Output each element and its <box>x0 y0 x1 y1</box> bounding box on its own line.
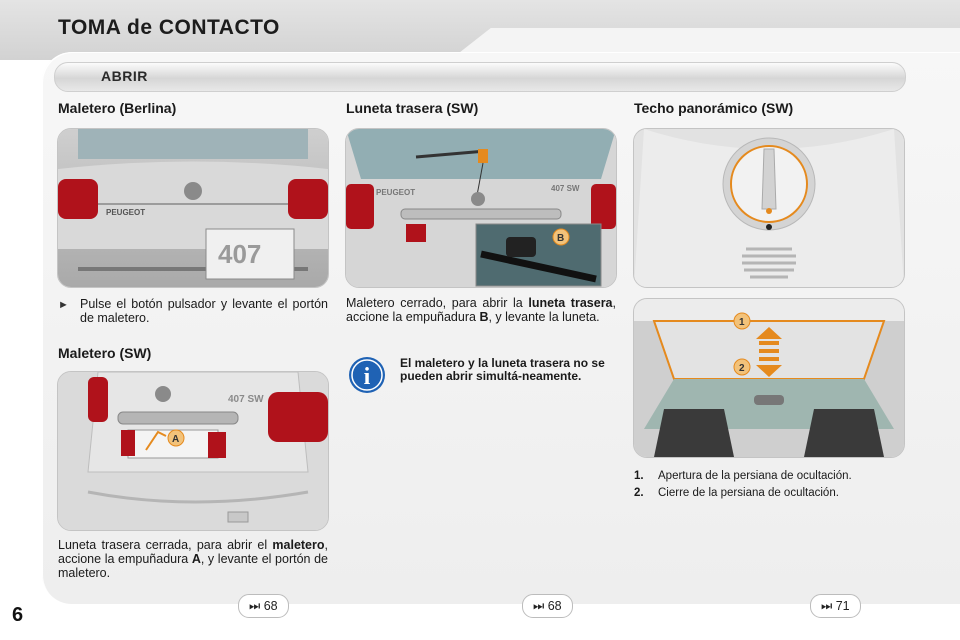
page-title: TOMA de CONTACTO <box>58 16 280 39</box>
seat-left <box>654 409 734 457</box>
sw-tail-light-left <box>88 377 108 422</box>
col2-p1-bold2: B <box>479 310 489 324</box>
seat-right <box>804 409 884 457</box>
page-reference-link[interactable]: ⏭ 68 <box>238 594 289 618</box>
list-item-number: 2. <box>634 487 644 499</box>
rear-window-illustration <box>346 129 616 287</box>
lion-logo-icon <box>184 182 202 200</box>
col1-bullet-text: Pulse el botón pulsador y levante el portón de maletero. <box>80 297 328 325</box>
rear-window-brand-text: PEUGEOT <box>376 188 416 197</box>
list-item <box>634 470 852 482</box>
col2-note: El maletero y la luneta trasera no se pueden abrir simultá-neamente. <box>400 356 605 383</box>
list-item-number: 1. <box>634 470 644 482</box>
bullet-arrow-icon: ► <box>58 299 69 311</box>
col2-p1-bold: luneta trasera <box>528 296 613 310</box>
panoramic-roof-photo <box>633 298 905 458</box>
roof-control-illustration <box>634 129 904 287</box>
col2-paragraph <box>346 296 616 324</box>
col1-p1-text: Luneta trasera cerrada, para abrir el <box>58 538 273 552</box>
model-badge-text: 407 <box>218 239 262 269</box>
list-item-text: Apertura de la persiana de ocultación. <box>658 470 852 482</box>
col1-p1-text-c: , y levante el portón de maletero. <box>58 552 328 580</box>
sw-trunk-photo <box>57 371 329 531</box>
col1-paragraph <box>58 538 328 580</box>
label-2-text: 2 <box>739 363 745 374</box>
info-icon <box>348 356 386 394</box>
col1-subtitle: Maletero (SW) <box>58 345 152 361</box>
label-1-text: 1 <box>739 317 745 328</box>
label-b-text: B <box>557 233 565 244</box>
col1-p1-bold: maletero <box>272 538 325 552</box>
sedan-trunk-illustration <box>58 129 328 287</box>
col2-p1-text-b: , accione la empuñadura <box>346 296 616 324</box>
rear-window-photo <box>345 128 617 288</box>
sw-badge-text: 407 SW <box>228 394 264 405</box>
sedan-brand-text: PEUGEOT <box>106 208 146 217</box>
list-item-text: Cierre de la persiana de ocultación. <box>658 487 839 499</box>
tail-light-left <box>58 179 98 219</box>
panoramic-roof-illustration <box>634 299 904 457</box>
wiper-handle-highlight <box>478 149 488 163</box>
tail-light-right <box>288 179 328 219</box>
banner-label: ABRIR <box>101 68 148 84</box>
col2-title: Luneta trasera (SW) <box>346 100 479 116</box>
col2-p1-text-c: , y levante la luneta. <box>488 310 600 324</box>
label-a-text: A <box>172 434 180 445</box>
col1-p1-bold2: A <box>191 552 201 566</box>
sw-lion-logo-icon <box>155 386 171 402</box>
col1-p1-text-b: , accione la empuñadura <box>58 538 328 566</box>
col3-title: Techo panorámico (SW) <box>634 100 794 116</box>
info-letter: i <box>363 364 371 390</box>
page-reference-link[interactable]: ⏭ 71 <box>810 594 861 618</box>
rear-window <box>78 129 308 159</box>
list-item <box>634 487 839 499</box>
col2-p1-text: Maletero cerrado, para abrir la <box>346 296 529 310</box>
sedan-trunk-photo <box>57 128 329 288</box>
sw-trunk-illustration <box>58 372 328 530</box>
page-number: 6 <box>12 604 24 626</box>
sw-tail-light-right <box>268 392 328 442</box>
section-banner <box>54 62 906 92</box>
page-reference-link[interactable]: ⏭ 68 <box>522 594 573 618</box>
roof-control-photo <box>633 128 905 288</box>
rear-window-badge-text: 407 SW <box>551 184 580 193</box>
col1-title: Maletero (Berlina) <box>58 100 177 116</box>
